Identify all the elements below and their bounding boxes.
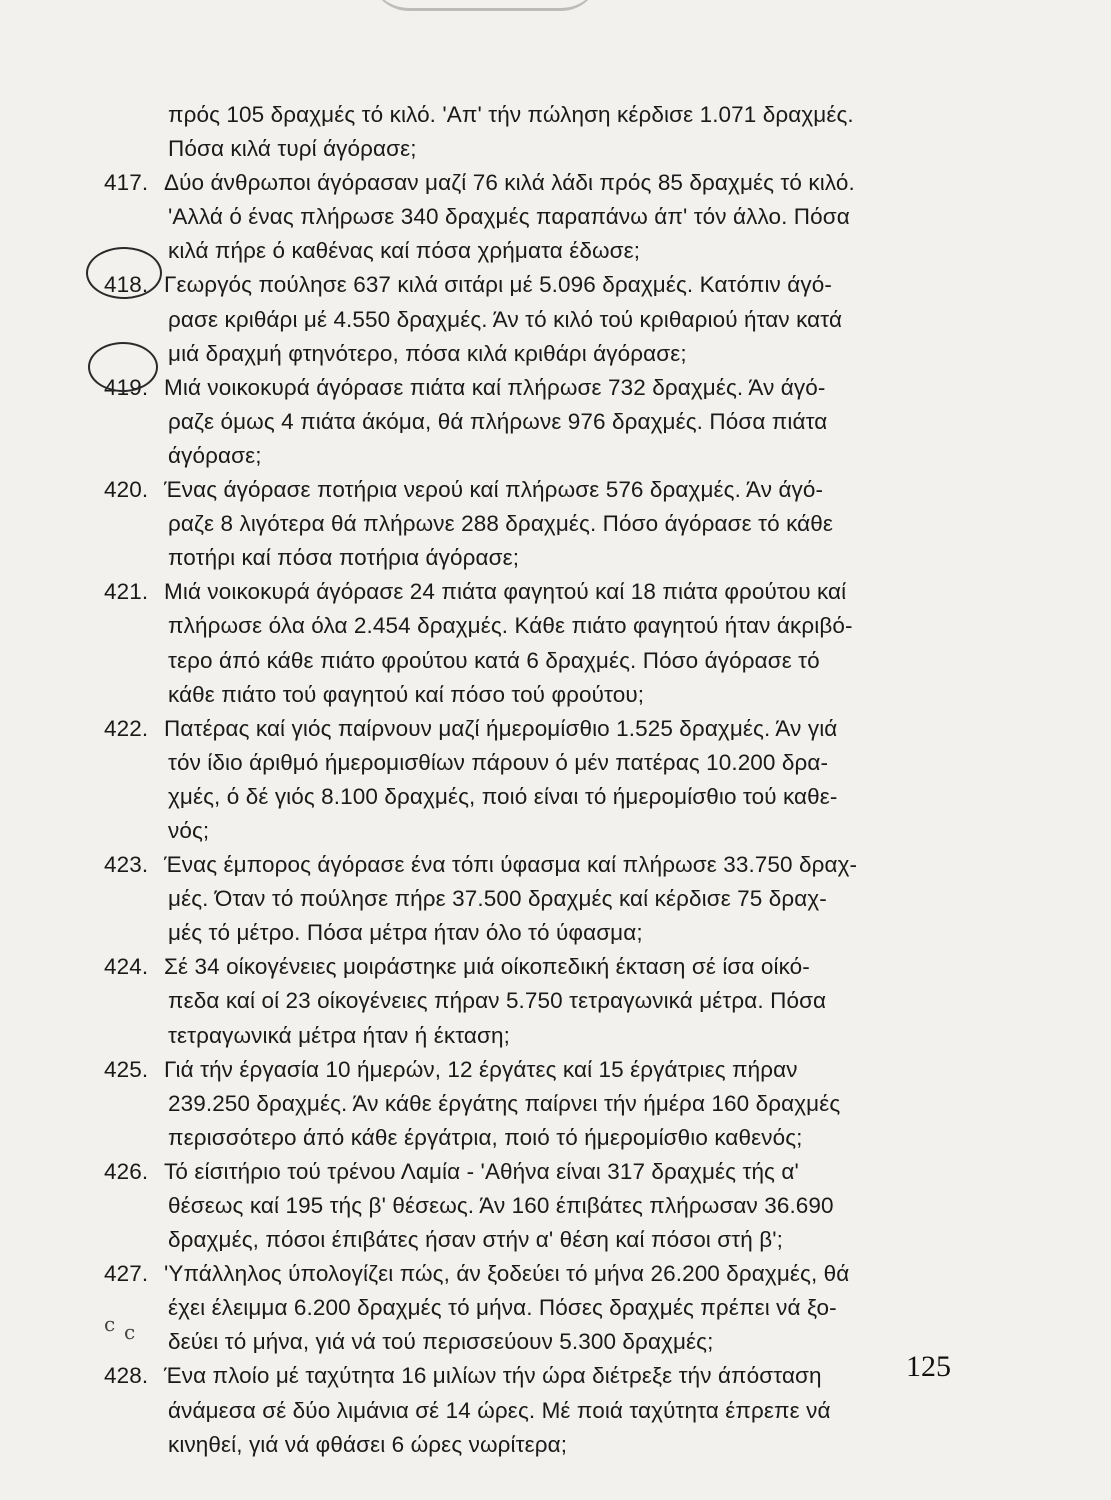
text-line xyxy=(104,1325,954,1359)
line-text: Δύο άνθρωποι άγόρασαν μαζί 76 κιλά λάδι πρός 85 δραχμές τό κιλό. xyxy=(164,170,855,196)
line-text: Τό είσιτήριο τού τρένου Λαμία - 'Αθήνα είναι 317 δραχμές τής α' xyxy=(164,1158,799,1184)
problem-line-418 xyxy=(104,268,954,302)
line-text: 'Υπάλληλος ύπολογίζει πώς, άν ξοδεύει τό μήνα 26.200 δραχμές, θά xyxy=(164,1261,850,1287)
line-text: θέσεως καί 195 τής β' θέσεως. Άν 160 έπιβάτες πλήρωσαν 36.690 xyxy=(168,1193,834,1218)
problem-number: 423. xyxy=(104,852,149,878)
problem-line-427 xyxy=(104,1257,954,1291)
text-line xyxy=(104,200,954,234)
line-text: νός; xyxy=(168,817,210,843)
line-text: τόν ίδιο άριθμό ήμερομισθίων πάρουν ό μέν πατέρας 10.200 δρα- xyxy=(168,749,829,775)
text-line xyxy=(104,1223,954,1257)
text-line xyxy=(104,1291,954,1325)
problem-line-425 xyxy=(104,1053,954,1087)
line-text: μές. Όταν τό πούλησε πήρε 37.500 δραχμές καί κέρδισε 75 δραχ- xyxy=(168,886,827,912)
handwritten-circle-418 xyxy=(86,247,162,299)
line-text: έχει έλειμμα 6.200 δραχμές τό μήνα. Πόσες δραχμές πρέπει νά ξο- xyxy=(168,1295,837,1321)
line-text: μές τό μέτρο. Πόσα μέτρα ήταν όλο τό ύφασμα; xyxy=(168,920,643,946)
text-line xyxy=(104,1189,954,1223)
line-text: ρασε κριθάρι μέ 4.550 δραχμές. Άν τό κιλό τού κριθαριού ήταν κατά xyxy=(168,306,843,332)
text-line xyxy=(104,1019,954,1053)
problem-number: 420. xyxy=(104,477,149,503)
line-text: κάθε πιάτο τού φαγητού καί πόσο τού φρούτου; xyxy=(168,681,645,707)
top-edge-shadow xyxy=(370,0,600,11)
text-line xyxy=(104,780,954,814)
problem-number: 422. xyxy=(104,715,149,741)
line-text: πρός 105 δραχμές τό κιλό. 'Απ' τήν πώληση κέρδισε 1.071 δραχμές. xyxy=(168,102,854,127)
line-text: ποτήρι καί πόσα ποτήρια άγόρασε; xyxy=(168,545,520,571)
text-line xyxy=(104,337,954,371)
text-line xyxy=(104,1394,954,1428)
text-line xyxy=(104,541,954,575)
problem-line-422 xyxy=(104,712,954,746)
line-text: χμές, ό δέ γιός 8.100 δραχμές, ποιό είναι τό ήμερομίσθιο τού καθε- xyxy=(168,783,838,809)
problem-number: 426. xyxy=(104,1158,149,1184)
problems-text xyxy=(104,98,954,1462)
pencil-mark-left: c xyxy=(104,1312,116,1336)
text-line xyxy=(104,234,954,268)
line-text: Γιά τήν έργασία 10 ήμερών, 12 έργάτες καί 15 έργάτριες πήραν xyxy=(164,1056,798,1082)
text-line xyxy=(104,405,954,439)
problem-number: 421. xyxy=(104,579,149,605)
line-text: κιλά πήρε ό καθένας καί πόσα χρήματα έδωσε; xyxy=(168,238,641,264)
problem-number: 424. xyxy=(104,954,149,980)
text-line xyxy=(104,439,954,473)
problem-number: 428. xyxy=(104,1363,149,1389)
line-text: τερο άπό κάθε πιάτο φρούτου κατά 6 δραχμές. Πόσο άγόρασε τό xyxy=(168,647,820,673)
line-text: δεύει τό μήνα, γιά νά τού περισσεύουν 5.300 δραχμές; xyxy=(168,1329,714,1355)
problem-line-420 xyxy=(104,473,954,507)
text-line xyxy=(104,814,954,848)
problem-line-419 xyxy=(104,371,954,405)
line-text: 'Αλλά ό ένας πλήρωσε 340 δραχμές παραπάνω άπ' τόν άλλο. Πόσα xyxy=(168,204,850,230)
text-line xyxy=(104,98,954,132)
line-text: τετραγωνικά μέτρα ήταν ή έκταση; xyxy=(168,1022,510,1048)
text-line xyxy=(104,132,954,166)
line-text: Ένας άγόρασε ποτήρια νερού καί πλήρωσε 576 δραχμές. Άν άγό- xyxy=(164,477,824,503)
line-text: άνάμεσα σέ δύο λιμάνια σέ 14 ώρες. Μέ ποιά ταχύτητα έπρεπε νά xyxy=(168,1397,831,1423)
line-text: ραζε 8 λιγότερα θά πλήρωνε 288 δραχμές. Πόσο άγόρασε τό κάθε xyxy=(168,511,834,537)
line-text: 239.250 δραχμές. Άν κάθε έργάτης παίρνει τήν ήμέρα 160 δραχμές xyxy=(168,1090,841,1116)
line-text: πλήρωσε όλα όλα 2.454 δραχμές. Κάθε πιάτο φαγητού ήταν άκριβό- xyxy=(168,613,853,639)
text-line xyxy=(104,1121,954,1155)
problem-line-428 xyxy=(104,1359,954,1393)
problem-line-424 xyxy=(104,950,954,984)
line-text: δραχμές, πόσοι έπιβάτες ήσαν στήν α' θέση καί πόσοι στή β'; xyxy=(168,1227,783,1253)
problem-number: 419. xyxy=(104,374,149,400)
problem-number: 425. xyxy=(104,1056,149,1082)
text-line xyxy=(104,644,954,678)
line-text: Πόσα κιλά τυρί άγόρασε; xyxy=(168,136,417,162)
problem-number: 418. xyxy=(104,272,149,298)
line-text: Γεωργός πούλησε 637 κιλά σιτάρι μέ 5.096 δραχμές. Κατόπιν άγό- xyxy=(164,272,832,298)
text-line xyxy=(104,882,954,916)
line-text: μιά δραχμή φτηνότερο, πόσα κιλά κριθάρι άγόρασε; xyxy=(168,340,687,366)
pencil-mark-left-2: c xyxy=(124,1320,136,1344)
problem-line-417 xyxy=(104,166,954,200)
page-number: 125 xyxy=(906,1350,951,1383)
line-text: Μιά νοικοκυρά άγόρασε 24 πιάτα φαγητού καί 18 πιάτα φρούτου καί xyxy=(164,579,847,605)
line-text: Μιά νοικοκυρά άγόρασε πιάτα καί πλήρωσε 732 δραχμές. Άν άγό- xyxy=(164,374,826,400)
line-text: πεδα καί οί 23 οίκογένειες πήραν 5.750 τετραγωνικά μέτρα. Πόσα xyxy=(168,988,827,1014)
line-text: Ένα πλοίο μέ ταχύτητα 16 μιλίων τήν ώρα διέτρεξε τήν άπόσταση xyxy=(164,1363,822,1389)
problem-line-423 xyxy=(104,848,954,882)
line-text: ραζε όμως 4 πιάτα άκόμα, θά πλήρωνε 976 δραχμές. Πόσα πιάτα xyxy=(168,408,828,434)
handwritten-circle-419 xyxy=(88,342,158,392)
text-line xyxy=(104,984,954,1018)
text-line xyxy=(104,678,954,712)
problem-line-426 xyxy=(104,1155,954,1189)
text-line xyxy=(104,303,954,337)
problem-number: 427. xyxy=(104,1261,149,1287)
text-line xyxy=(104,1428,954,1462)
text-line xyxy=(104,507,954,541)
line-text: άγόρασε; xyxy=(168,442,262,468)
text-line xyxy=(104,609,954,643)
problem-line-421 xyxy=(104,575,954,609)
line-text: Πατέρας καί γιός παίρνουν μαζί ήμερομίσθιο 1.525 δραχμές. Άν γιά xyxy=(164,715,838,741)
line-text: Ένας έμπορος άγόρασε ένα τόπι ύφασμα καί πλήρωσε 33.750 δραχ- xyxy=(164,852,858,878)
problem-number: 417. xyxy=(104,170,149,196)
line-text: κινηθεί, γιά νά φθάσει 6 ώρες νωρίτερα; xyxy=(168,1431,568,1457)
line-text: περισσότερο άπό κάθε έργάτρια, ποιό τό ήμερομίσθιο καθενός; xyxy=(168,1124,803,1150)
line-text: Σέ 34 οίκογένειες μοιράστηκε μιά οίκοπεδική έκταση σέ ίσα οίκό- xyxy=(164,954,810,980)
text-line xyxy=(104,1087,954,1121)
text-line xyxy=(104,746,954,780)
text-line xyxy=(104,916,954,950)
